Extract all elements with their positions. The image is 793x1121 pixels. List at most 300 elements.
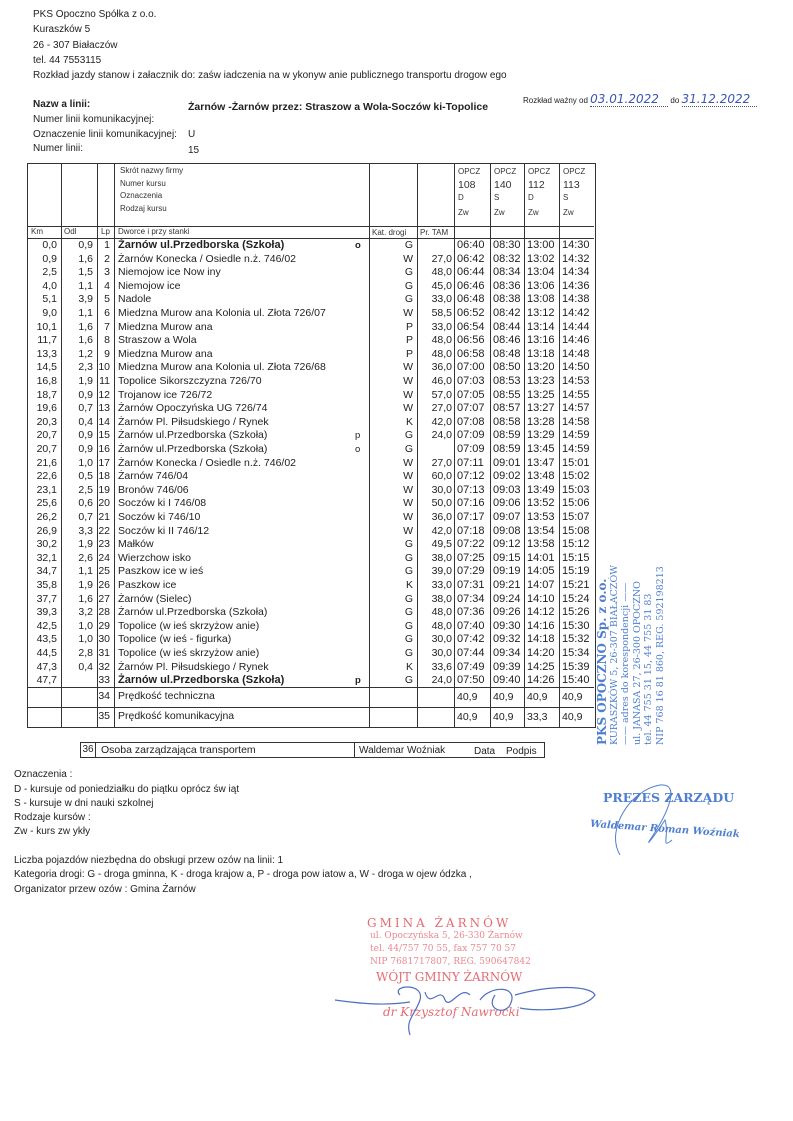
departure-time: 14:34 — [562, 266, 590, 279]
departure-time: 09:39 — [493, 660, 521, 673]
road-category: P — [405, 334, 413, 347]
odl-value: 1,0 — [78, 633, 93, 646]
km-value: 22,6 — [36, 470, 57, 483]
line-number-label: Numer linii: — [33, 143, 84, 154]
departure-time: 14:12 — [527, 606, 555, 619]
stop-name: Żarnów Pl. Piłsudskiego / Rynek — [118, 660, 269, 673]
departure-time: 07:09 — [457, 429, 485, 442]
departure-time: 09:01 — [493, 456, 521, 469]
course-type: Zw — [494, 208, 505, 217]
km-value: 42,5 — [36, 619, 57, 632]
timetable — [27, 163, 596, 728]
departure-time: 08:57 — [493, 402, 521, 415]
course-mark: S — [494, 193, 500, 202]
departure-time: 09:32 — [493, 633, 521, 646]
odl-value: 2,5 — [78, 483, 93, 496]
course-mark: D — [528, 193, 534, 202]
km-value: 39,3 — [36, 606, 57, 619]
departure-time: 07:18 — [457, 524, 485, 537]
departure-time: 14:42 — [562, 307, 590, 319]
departure-time: 09:08 — [493, 524, 521, 537]
departure-time: 07:12 — [457, 470, 485, 483]
departure-time: 06:40 — [457, 239, 485, 251]
road-category: W — [403, 375, 413, 387]
km-value: 35,8 — [36, 579, 57, 591]
odl-value: 1,6 — [78, 592, 93, 605]
manager-label: Osoba zarządzająca transportem — [101, 744, 256, 756]
stop-name: Żarnów ul.Przedborska (Szkoła) — [118, 606, 268, 619]
departure-time: 15:24 — [562, 592, 590, 605]
speed-label: Prędkość komunikacyjna — [118, 709, 235, 722]
km-value: 43,5 — [36, 633, 57, 646]
departure-time: 15:08 — [562, 524, 590, 537]
odl-value: 0,9 — [78, 239, 93, 251]
lp-value: 20 — [98, 497, 110, 510]
km-value: 20,7 — [36, 443, 57, 455]
validity-from: 03.01.2022 — [590, 92, 668, 107]
lp-value: 21 — [98, 511, 110, 523]
stop-name: Niemojow ice — [118, 279, 181, 292]
km-value: 44,5 — [36, 647, 57, 659]
departure-time: 13:23 — [527, 375, 555, 387]
manager-row — [80, 742, 545, 758]
stop-flag: p — [355, 675, 361, 687]
departure-time: 15:07 — [562, 511, 590, 523]
speed-value: 40,9 — [562, 690, 583, 703]
departure-time: 06:54 — [457, 320, 485, 333]
departure-time: 14:55 — [562, 388, 590, 401]
departure-time: 14:10 — [527, 592, 555, 605]
departure-time: 06:44 — [457, 266, 485, 279]
legend-marks-title: Oznaczenia : — [14, 769, 73, 780]
odl-value: 0,9 — [78, 429, 93, 442]
departure-time: 15:34 — [562, 647, 590, 659]
legend-mark-s: S - kursuje w dni nauki szkolnej — [14, 798, 154, 809]
road-category: G — [404, 279, 413, 292]
speed-value: 40,9 — [457, 710, 478, 723]
departure-time: 15:26 — [562, 606, 590, 619]
speed-value: 33,3 — [527, 710, 548, 723]
departure-time: 07:44 — [457, 647, 485, 659]
km-value: 26,9 — [36, 524, 57, 537]
departure-time: 14:16 — [527, 619, 555, 632]
departure-time: 09:40 — [493, 674, 521, 687]
road-category: K — [405, 415, 413, 428]
comm-mark-label: Oznaczenie linii komunikacyjnej: — [33, 129, 177, 140]
departure-time: 07:42 — [457, 633, 485, 646]
departure-time: 13:53 — [527, 511, 555, 523]
stop-name: Topolice (w ieś skrzyżow anie) — [118, 619, 260, 632]
departure-time: 06:52 — [457, 307, 485, 319]
gmina-stamp-person: dr Krzysztof Nawrocki — [383, 1005, 520, 1019]
road-category: K — [405, 579, 413, 591]
odl-value: 2,3 — [78, 361, 93, 374]
stop-name: Miedzna Murow ana — [118, 347, 213, 360]
stop-name: Miedzna Murow ana — [118, 320, 213, 333]
manager-date-label: Data — [474, 746, 496, 757]
departure-time: 07:25 — [457, 551, 485, 564]
km-value: 47,3 — [36, 660, 57, 673]
header-label: Numer kursu — [120, 178, 166, 188]
course-firm: OPCZ — [494, 167, 517, 176]
km-value: 13,3 — [36, 347, 57, 360]
km-value: 20,3 — [36, 415, 57, 428]
speed-value: 40,9 — [527, 690, 548, 703]
pr-tam-value: 24,0 — [431, 429, 452, 442]
pks-stamp-line: PKS OPOCZNO Sp. z o.o. — [595, 578, 609, 745]
validity-to: 31.12.2022 — [682, 92, 757, 107]
stop-name: Soczów ki II 746/12 — [118, 524, 210, 537]
odl-value: 1,1 — [78, 279, 93, 292]
pr-tam-value: 36,0 — [431, 361, 452, 374]
stop-name: Soczów ki 746/10 — [118, 511, 201, 523]
stop-name: Topolice (w ieś - figurka) — [118, 633, 232, 646]
departure-time: 07:07 — [457, 402, 485, 415]
road-category: K — [405, 660, 413, 673]
pr-tam-value: 57,0 — [431, 388, 452, 401]
stop-name: Miedzna Murow ana Kolonia ul. Złota 726/68 — [118, 361, 326, 374]
lp-value: 19 — [98, 483, 110, 496]
gmina-stamp-title: WÓJT GMINY ŻARNÓW — [376, 970, 523, 984]
road-category: G — [404, 551, 413, 564]
departure-time: 07:50 — [457, 674, 485, 687]
departure-time: 14:50 — [562, 361, 590, 374]
lp-value: 6 — [104, 307, 110, 319]
km-value: 32,1 — [36, 551, 57, 564]
pr-tam-value: 27,0 — [431, 456, 452, 469]
km-value: 14,5 — [36, 361, 57, 374]
lp-value: 28 — [98, 606, 110, 619]
departure-time: 06:58 — [457, 347, 485, 360]
lp-value: 7 — [104, 320, 110, 333]
departure-time: 13:47 — [527, 456, 555, 469]
pr-tam-value: 30,0 — [431, 633, 452, 646]
odl-value: 0,7 — [78, 511, 93, 523]
course-number: 108 — [458, 179, 476, 191]
departure-time: 09:03 — [493, 483, 521, 496]
odl-value: 1,0 — [78, 619, 93, 632]
pks-stamp-line: tel. 44 755 31 15, 44 755 31 83 — [643, 593, 655, 745]
col-odl: Odl — [64, 227, 77, 236]
company-street: Kuraszków 5 — [33, 24, 91, 35]
road-category: W — [403, 470, 413, 483]
departure-time: 09:12 — [493, 538, 521, 551]
stop-name: Żarnów Konecka / Osiedle n.ż. 746/02 — [118, 252, 297, 265]
departure-time: 13:18 — [527, 347, 555, 360]
stop-name: Żarnów Opoczyńska UG 726/74 — [118, 402, 268, 415]
km-value: 0,9 — [42, 252, 57, 265]
departure-time: 09:19 — [493, 565, 521, 578]
departure-time: 14:01 — [527, 551, 555, 564]
departure-time: 08:55 — [493, 388, 521, 401]
pr-tam-value: 48,0 — [431, 606, 452, 619]
lp-value: 11 — [99, 375, 110, 387]
departure-time: 08:44 — [493, 320, 521, 333]
pks-stamp-line: ul. JANASA 27, 26-300 OPOCZNO — [631, 581, 643, 745]
departure-time: 09:07 — [493, 511, 521, 523]
departure-time: 06:46 — [457, 279, 485, 292]
departure-time: 15:06 — [562, 497, 590, 510]
departure-time: 13:14 — [527, 320, 555, 333]
lp-value: 32 — [98, 660, 110, 673]
departure-time: 14:48 — [562, 347, 590, 360]
road-category: W — [403, 511, 413, 523]
departure-time: 07:16 — [457, 497, 485, 510]
pr-tam-value: 42,0 — [431, 415, 452, 428]
odl-value: 0,5 — [78, 470, 93, 483]
stop-flag: o — [355, 444, 361, 455]
course-number: 112 — [528, 179, 545, 191]
departure-time: 07:29 — [457, 565, 485, 578]
pr-tam-value: 33,0 — [431, 320, 452, 333]
odl-value: 1,5 — [78, 266, 93, 279]
departure-time: 13:04 — [527, 266, 555, 279]
road-category: G — [404, 266, 413, 279]
odl-value: 0,9 — [78, 443, 93, 455]
road-category: G — [404, 293, 413, 306]
pr-tam-value: 33,0 — [431, 579, 452, 591]
column-divider — [114, 164, 115, 727]
pr-tam-value: 48,0 — [431, 347, 452, 360]
legend-organizer: Organizator przew ozów : Gmina Żarnów — [14, 884, 196, 895]
road-category: W — [403, 307, 413, 319]
departure-time: 08:58 — [493, 415, 521, 428]
gmina-stamp-line: GMINA ŻARNÓW — [367, 916, 512, 930]
header-label: Rodzaj kursu — [120, 203, 167, 213]
departure-time: 13:28 — [527, 415, 555, 428]
km-value: 23,1 — [36, 483, 57, 496]
pr-tam-value: 46,0 — [431, 375, 452, 387]
odl-value: 3,9 — [78, 293, 93, 306]
road-category: G — [404, 239, 413, 251]
departure-time: 14:59 — [562, 429, 590, 442]
column-divider — [490, 164, 491, 727]
departure-time: 08:34 — [493, 266, 521, 279]
stop-flag: o — [355, 240, 361, 251]
stop-name: Paszkow ice — [118, 579, 177, 591]
pr-tam-value: 39,0 — [431, 565, 452, 578]
road-category: G — [404, 633, 413, 646]
header-label: Oznaczenia — [120, 191, 163, 200]
lp-value: 17 — [98, 456, 110, 469]
col-kat: Kat. drogi — [372, 228, 407, 237]
road-category: G — [404, 674, 413, 687]
km-value: 11,7 — [37, 334, 57, 347]
odl-value: 0,6 — [78, 497, 93, 510]
stop-name: Żarnów ul.Przedborska (Szkoła) — [118, 429, 268, 442]
speed-lp: 35 — [98, 709, 110, 722]
km-value: 26,2 — [36, 511, 57, 523]
col-stops: Dworce i przy stanki — [118, 227, 190, 236]
departure-time: 14:18 — [527, 633, 555, 646]
road-category: G — [404, 619, 413, 632]
line-number-value: 15 — [188, 145, 200, 156]
departure-time: 15:19 — [562, 565, 590, 578]
road-category: P — [405, 347, 413, 360]
pr-tam-value: 30,0 — [431, 647, 452, 659]
stop-name: Miedzna Murow ana Kolonia ul. Złota 726/07 — [118, 307, 326, 319]
stop-name: Wierzchow isko — [118, 551, 191, 564]
departure-time: 15:30 — [562, 619, 590, 632]
manager-lp: 36 — [81, 743, 96, 757]
lp-value: 30 — [98, 633, 110, 646]
odl-value: 1,6 — [78, 320, 93, 333]
departure-time: 09:30 — [493, 619, 521, 632]
departure-time: 13:52 — [527, 497, 555, 510]
stop-name: Żarnów 746/04 — [118, 470, 189, 483]
departure-time: 13:16 — [527, 334, 555, 347]
manager-name: Waldemar Woźniak — [359, 745, 446, 756]
odl-value: 0,4 — [78, 415, 93, 428]
lp-value: 31 — [98, 647, 110, 659]
departure-time: 13:29 — [527, 429, 555, 442]
pr-tam-value: 45,0 — [431, 279, 452, 292]
speed-value: 40,9 — [457, 690, 478, 703]
departure-time: 08:30 — [493, 239, 521, 251]
stop-name: Małków — [118, 538, 154, 551]
legend-vehicles: Liczba pojazdów niezbędna do obsługi przew ozów na linii: 1 — [14, 855, 284, 866]
stop-name: Soczów ki I 746/08 — [118, 497, 207, 510]
course-type: Zw — [563, 208, 574, 217]
lp-value: 14 — [98, 415, 110, 428]
km-value: 19,6 — [36, 402, 57, 415]
departure-time: 15:12 — [562, 538, 590, 551]
intro-text: Rozkład jazdy stanow i załacznik do: zaśw iadczenia na w ykonyw anie publicznego transportu drogow ego — [33, 70, 507, 81]
departure-time: 08:59 — [493, 429, 521, 442]
km-value: 2,5 — [42, 266, 57, 279]
departure-time: 08:42 — [493, 307, 521, 319]
road-category: W — [403, 456, 413, 469]
gmina-signature-icon — [330, 980, 600, 1040]
departure-time: 14:58 — [562, 415, 590, 428]
lp-value: 5 — [104, 293, 110, 306]
pks-stamp-title: PREZES ZARZĄDU — [603, 790, 735, 805]
odl-value: 2,6 — [78, 551, 93, 564]
departure-time: 14:20 — [527, 647, 555, 659]
road-category: W — [403, 388, 413, 401]
departure-time: 07:34 — [457, 592, 485, 605]
pr-tam-value: 58,5 — [431, 307, 452, 319]
legend-type-zw: Zw - kurs zw ykły — [14, 826, 91, 837]
stop-name: Żarnów ul.Przedborska (Szkoła) — [118, 674, 285, 687]
stop-name: Żarnów ul.Przedborska (Szkoła) — [118, 239, 285, 251]
departure-time: 14:38 — [562, 293, 590, 306]
departure-time: 09:34 — [493, 647, 521, 659]
pks-stamp-line: NIP 768 16 81 860, REG. 592198213 — [654, 566, 666, 745]
pr-tam-value: 33,6 — [431, 660, 452, 673]
gmina-stamp-line: NIP 7681717807, REG. 590647842 — [370, 957, 531, 967]
lp-value: 3 — [104, 266, 110, 279]
lp-value: 9 — [104, 347, 110, 360]
departure-time: 14:25 — [527, 660, 555, 673]
course-number: 113 — [563, 179, 580, 191]
lp-value: 10 — [98, 361, 110, 374]
company-name: PKS Opoczno Spółka z o.o. — [33, 9, 157, 20]
departure-time: 14:05 — [527, 565, 555, 578]
row-divider — [28, 226, 594, 227]
departure-time: 13:06 — [527, 279, 555, 292]
km-value: 25,6 — [36, 497, 57, 510]
km-value: 37,7 — [36, 592, 57, 605]
odl-value: 0,9 — [78, 388, 93, 401]
road-category: G — [404, 429, 413, 442]
lp-value: 18 — [98, 470, 110, 483]
stop-name: Bronów 746/06 — [118, 483, 189, 496]
lp-value: 26 — [98, 579, 110, 591]
departure-time: 15:01 — [562, 456, 590, 469]
departure-time: 13:49 — [527, 483, 555, 496]
lp-value: 27 — [98, 592, 110, 605]
lp-value: 1 — [104, 239, 110, 251]
km-value: 0,0 — [42, 239, 57, 251]
stop-name: Żarnów ul.Przedborska (Szkoła) — [118, 443, 268, 455]
departure-time: 07:13 — [457, 483, 485, 496]
pks-stamp-line: KURASZKÓW 5, 26-307 BIAŁACZÓW — [609, 564, 620, 745]
departure-time: 15:39 — [562, 660, 590, 673]
departure-time: 06:48 — [457, 293, 485, 306]
departure-time: 09:21 — [493, 579, 521, 591]
departure-time: 13:02 — [527, 252, 555, 265]
departure-time: 13:27 — [527, 402, 555, 415]
line-name-label: Nazw a linii: — [33, 99, 91, 110]
departure-time: 08:36 — [493, 279, 521, 292]
departure-time: 06:42 — [457, 252, 485, 265]
km-value: 30,2 — [36, 538, 57, 551]
pks-stamp-line: —— adres do korespondencji —— — [620, 582, 632, 745]
course-mark: D — [458, 193, 464, 202]
pr-tam-value: 49,5 — [431, 538, 452, 551]
lp-value: 33 — [98, 674, 110, 687]
departure-time: 06:56 — [457, 334, 485, 347]
stop-name: Straszow a Wola — [118, 334, 197, 347]
departure-time: 09:02 — [493, 470, 521, 483]
departure-time: 07:03 — [457, 375, 485, 387]
speed-value: 40,9 — [493, 710, 514, 723]
course-firm: OPCZ — [458, 167, 481, 176]
pr-tam-value: 33,0 — [431, 293, 452, 306]
departure-time: 13:45 — [527, 443, 555, 455]
road-category: W — [403, 524, 413, 537]
departure-time: 14:46 — [562, 334, 590, 347]
departure-time: 07:00 — [457, 361, 485, 374]
company-city: 26 - 307 Białaczów — [33, 40, 118, 51]
departure-time: 13:00 — [527, 239, 555, 251]
odl-value: 2,8 — [78, 647, 93, 659]
pr-tam-value: 48,0 — [431, 266, 452, 279]
course-firm: OPCZ — [563, 167, 586, 176]
odl-value: 1,6 — [78, 334, 93, 347]
course-firm: OPCZ — [528, 167, 551, 176]
departure-time: 08:53 — [493, 375, 521, 387]
lp-value: 25 — [98, 565, 110, 578]
column-divider — [559, 164, 560, 727]
departure-time: 07:40 — [457, 619, 485, 632]
manager-sign-label: Podpis — [506, 746, 537, 757]
pr-tam-value: 24,0 — [431, 674, 452, 687]
departure-time: 13:20 — [527, 361, 555, 374]
km-value: 9,0 — [42, 307, 57, 319]
road-category: G — [404, 647, 413, 659]
departure-time: 08:50 — [493, 361, 521, 374]
pks-stamp — [596, 565, 666, 745]
departure-time: 07:08 — [457, 415, 485, 428]
speed-value: 40,9 — [562, 710, 583, 723]
validity — [523, 92, 757, 107]
departure-time: 07:09 — [457, 443, 485, 455]
validity-to-label: do — [670, 96, 680, 105]
road-category: G — [404, 592, 413, 605]
course-number: 140 — [494, 179, 512, 191]
